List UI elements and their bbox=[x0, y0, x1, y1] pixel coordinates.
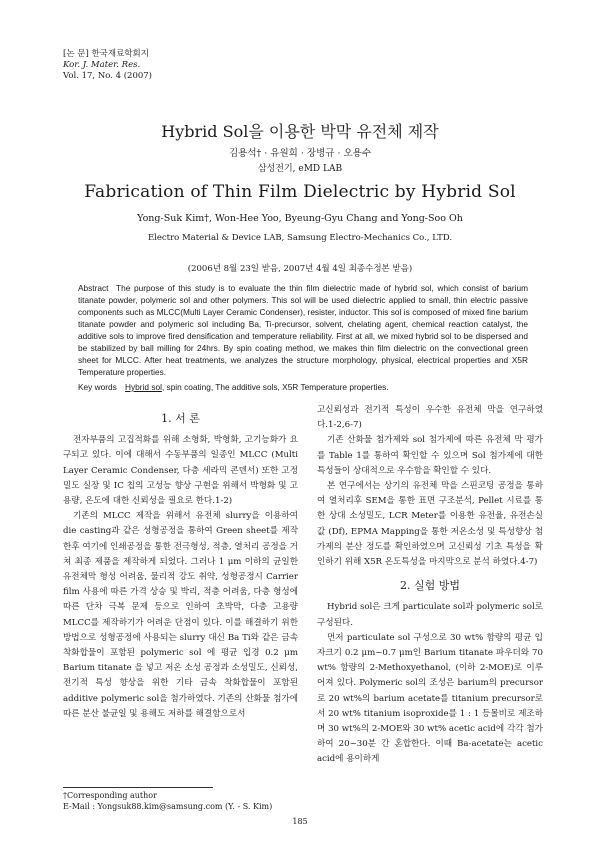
corresponding-author: †Corresponding author bbox=[63, 791, 157, 800]
intro-paragraph-continued: 고신뢰성과 전기적 특성이 우수한 유전체 막을 연구하였다.1-2,6-7) bbox=[317, 405, 543, 431]
abstract bbox=[78, 282, 528, 378]
abstract-label: Abstract bbox=[78, 283, 109, 293]
affiliation-korean: 삼성전기, eMD LAB bbox=[257, 164, 343, 174]
title-english: Fabrication of Thin Film Dielectric by Hybrid Sol bbox=[84, 182, 516, 202]
intro-paragraph-1: 전자부품의 고집적화를 위해 소형화, 박형화, 고기능화가 요구되고 있다. 이에 대해서 수동부품의 일종인 MLCC (Multi Layer Ceramic Condenser, 다층 세라믹 콘덴서) 또한 고정밀도 실장 및 IC 칩의 고성능 향상 구현을 위해서 박형화 및 고용량, 온도에 대한 신뢰성을 필요로 한다.1-2) bbox=[63, 435, 298, 507]
journal-volume: Vol. 17, No. 4 (2007) bbox=[63, 71, 153, 81]
keywords-rest: , spin coating, The additive sols, X5R Temperature properties. bbox=[161, 382, 389, 392]
keywords-label: Key words bbox=[78, 382, 117, 392]
keyword-hybrid-sol-link[interactable]: Hybrid sol bbox=[125, 382, 162, 392]
section-heading-experiment: 2. 실험 방법 bbox=[400, 579, 460, 593]
intro-paragraph-3: 기존 산화물 첨가제와 sol 첨가제에 따른 유전체 막 평가를 Table 1를 통하여 확인할 수 있으며 Sol 첨가제에 대한 특성들이 상대적으로 우수함을 확인할 수 있다. bbox=[317, 435, 543, 476]
experiment-paragraph-2: 먼저 particulate sol 구성으로 30 wt% 함량의 평균 입자크기 0.2 μm~0.7 μm인 Barium titanate 파우더와 70 wt% 함량의 2-Methoxyethanol, (이하 2-MOE)로 이루어져 있다. Polymeric sol의 조성은 barium의 precursor로 20 wt%의 barium acetate를 titanium precursor로서 20 wt% titanium isoproxide를 1 : 1 등몰비로 제조하며 30 wt%의 2-MOE와 30 wt% acetic acid에 각각 첨가하여 20~30분 간 혼합한다. 이때 Ba-acetate는 acetic acid에 용이하게 bbox=[317, 632, 543, 765]
left-column bbox=[63, 403, 298, 722]
section-heading-intro: 1. 서 론 bbox=[161, 412, 200, 425]
keywords bbox=[78, 381, 538, 393]
experiment-paragraph-1: Hybrid sol은 크게 particulate sol과 polymeric sol로 구성된다. bbox=[317, 602, 543, 628]
title-korean: Hybrid Sol을 이용한 박막 유전체 제작 bbox=[161, 122, 439, 141]
intro-paragraph-4: 본 연구에서는 상기의 유전체 막을 스핀코팅 공정을 통하여 열처리후 SEM을 통한 표면 구조분석, Pellet 시료를 통한 상대 소성밀도, LCR Meter를 이용한 유전율, 유전손실값 (Df), EPMA Mapping을 통한 저온소성 및 특성향상 첨가제의 분산 정도를 확인하였으며 고신뢰성 기초 특성을 확인하기 위해 X5R 온도특성을 마지막으로 분석 하였다.4-7) bbox=[317, 481, 543, 568]
abstract-text: The purpose of this study is to evaluate the thin film dielectric made of hybrid sol, which consist of barium titanate powder, polymeric sol and other polymers. This sol will be used dielectric applied to small, thin electric passive components such as MLCC(Multi Layer Ceramic Condenser), resister, inductor. This sol is composed of mixed fine barium titanate powder and polymeric sol including Ba, Ti-precursor, solvent, chelating agent, chemical reaction catalyst, the additive sols to improve fired densification and temperature reliability. First at all, we mixed hybrid sol to be dispersed and be stabilized by ball milling for 24hrs. By spin coating method, we makes thin film dielectric on the convectional green sheet for MLCC. After heat treatments, we analyzes the structure morphology, physical, electrical properties and X5R Temperature properties. bbox=[78, 283, 528, 377]
page-number: 185 bbox=[292, 817, 308, 826]
footnote bbox=[63, 790, 272, 812]
journal-name-ko: [논 문] 한국재료학회지 bbox=[63, 49, 149, 59]
intro-paragraph-2: 기존의 MLCC 제작을 위해서 유전체 slurry을 이용하여 die casting과 같은 성형공정을 통하여 Green sheet를 제작한후 여기에 인쇄공정을 통한 전극형성, 적층, 열처리 공정을 거쳐 최종 제품을 제작하게 되었다. 그러나 1 μm 이하의 균일한 유전체막 형성 어려움, 물리적 강도 취약, 성형공정시 Carrier film 사용에 따른 가격 상승 및 박리, 적층 어려움, 다층 형성에 따른 단차 극복 문제 등으로 인하여 초박막, 다층 고용량 MLCC를 제작하기가 어려운 단점이 있다. 이를 해결하기 위한 방법으로 성형공정에 사용되는 slurry 대신 Ba Ti와 같은 금속 착화합물이 포함된 polymeric sol 에 평균 입경 0.2 μm Barium titanate 을 넣고 저온 소성 공정과 소성밀도, 신뢰성, 전기적 특성 향상을 위한 기타 금속 착화합물이 포함된 additive polymeric sol을 첨가하였다. 기존의 산화물 첨가에 따른 분산 불균일 및 용해도 저하를 해결함으로서 bbox=[63, 511, 298, 719]
journal-name-en: Kor. J. Mater. Res. bbox=[63, 60, 141, 70]
received-dates: (2006년 8월 23일 받음, 2007년 4월 4일 최종수정본 받음) bbox=[187, 264, 413, 274]
footnote-divider bbox=[63, 787, 213, 788]
author-email[interactable]: E-Mail : Yongsuk88.kim@samsung.com (Y. - S. Kim) bbox=[63, 802, 273, 811]
journal-header bbox=[63, 49, 152, 82]
right-column bbox=[317, 403, 543, 768]
authors-korean: 김용석† · 유원희 · 장병규 · 오용수 bbox=[228, 148, 372, 159]
authors-english: Yong-Suk Kim†, Won-Hee Yoo, Byeung-Gyu Chang and Yong-Soo Oh bbox=[137, 213, 463, 224]
affiliation-english: Electro Material & Device LAB, Samsung Electro-Mechanics Co., LTD. bbox=[147, 233, 453, 243]
